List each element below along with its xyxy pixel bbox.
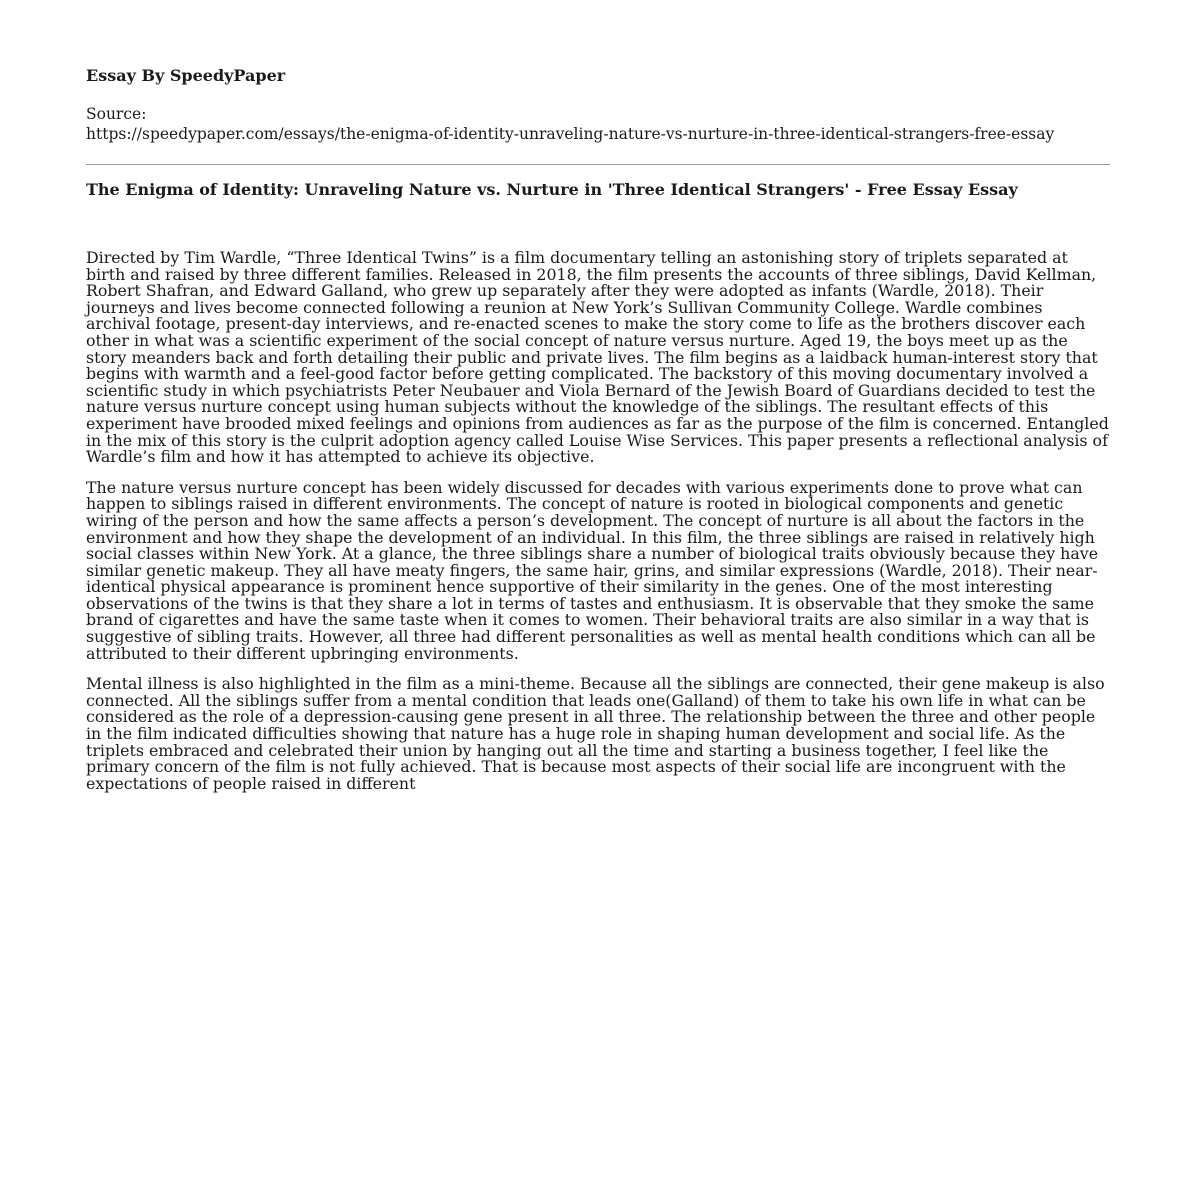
source-block (86, 104, 1110, 144)
source-url[interactable]: https://speedypaper.com/essays/the-enigma-of-identity-unraveling-nature-vs-nurture-in-three-identical-strangers-free-essay (86, 125, 1055, 143)
paragraph-1: Directed by Tim Wardle, “Three Identical Twins” is a film documentary telling an astonishing story of triplets separated at birth and raised by three different families. Released in 2018, the film presents the accounts of three siblings, David Kellman, Robert Shafran, and Edward Galland, who grew up separately after they were adopted as infants (Wardle, 2018). Their journeys and lives become connected following a reunion at New York’s Sullivan Community College. Wardle combines archival footage, present-day interviews, and re-enacted scenes to make the story come to life as the brothers discover each other in what was a scientific experiment of the social concept of nature versus nurture. Aged 19, the boys meet up as the story meanders back and forth detailing their public and private lives. The film begins as a laidback human-interest story that begins with warmth and a feel-good factor before getting complicated. The backstory of this moving documentary involved a scientific study in which psychiatrists Peter Neubauer and Viola Bernard of the Jewish Board of Guardians decided to test the nature versus nurture concept using human subjects without the knowledge of the siblings. The resultant effects of this experiment have brooded mixed feelings and opinions from audiences as far as the purpose of the film is concerned. Entangled in the mix of this story is the culprit adoption agency called Louise Wise Services. This paper presents a reflectional analysis of Wardle’s film and how it has attempted to achieve its objective. (86, 248, 1109, 467)
essay-title: The Enigma of Identity: Unraveling Nature vs. Nurture in 'Three Identical Strangers' - Free Essay Essay (86, 180, 1018, 199)
source-label: Source: (86, 105, 147, 123)
document-header: Essay By SpeedyPaper (86, 66, 286, 85)
paragraph-3: Mental illness is also highlighted in the film as a mini-theme. Because all the siblings are connected, their gene makeup is also connected. All the siblings suffer from a mental condition that leads one(Galland) of them to take his own life in what can be considered as the role of a depression-causing gene present in all three. The relationship between the three and other people in the film indicated difficulties showing that nature has a huge role in shaping human development and social life. As the triplets embraced and celebrated their union by hanging out all the time and starting a business together, I feel like the primary concern of the film is not fully achieved. That is because most aspects of their social life are incongruent with the expectations of people raised in different (86, 674, 1105, 793)
divider (86, 164, 1110, 165)
paragraph-2: The nature versus nurture concept has been widely discussed for decades with various experiments done to prove what can happen to siblings raised in different environments. The concept of nature is rooted in biological components and genetic wiring of the person and how the same affects a person’s development. The concept of nurture is all about the factors in the environment and how they shape the development of an individual. In this film, the three siblings are raised in relatively high social classes within New York. At a glance, the three siblings share a number of biological traits obviously because they have similar genetic makeup. They all have meaty fingers, the same hair, grins, and similar expressions (Wardle, 2018). Their near-identical physical appearance is prominent hence supportive of their similarity in the genes. One of the most interesting observations of the twins is that they share a lot in terms of tastes and enthusiasm. It is observable that they smoke the same brand of cigarettes and have the same taste when it comes to women. Their behavioral traits are also similar in a way that is suggestive of sibling traits. However, all three had different personalities as well as mental health conditions which can all be attributed to their different upbringing environments. (86, 477, 1099, 663)
essay-body (86, 250, 1110, 792)
document-page (86, 66, 1110, 806)
